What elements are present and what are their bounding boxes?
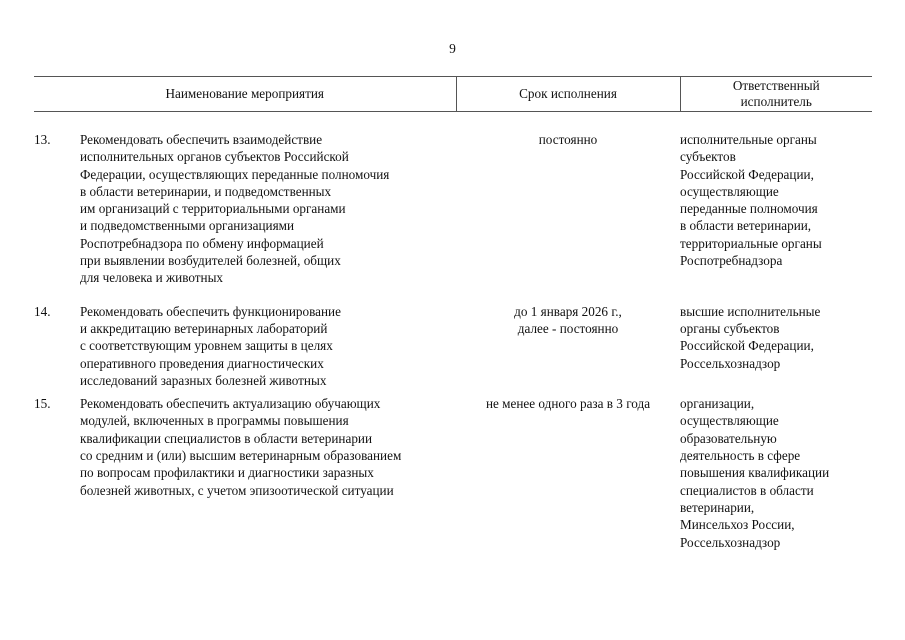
row-number: 14.: [34, 303, 51, 319]
responsible-cell: [680, 287, 872, 389]
responsible-line: образовательную: [680, 430, 777, 446]
header-name: Наименование мероприятия: [34, 77, 456, 112]
table-row: [34, 112, 872, 287]
measure-line: исследований заразных болезней животных: [80, 372, 327, 388]
table-header-row: [34, 77, 872, 112]
responsible-line: Россельхознадзор: [680, 355, 781, 371]
measure-line: Роспотребнадзора по обмену информацией: [80, 235, 324, 251]
measure-line: в области ветеринарии, и подведомственных: [80, 183, 332, 199]
measure-text: [80, 389, 456, 551]
header-responsible-line: Ответственный: [732, 78, 820, 93]
responsible-line: Роспотребнадзора: [680, 253, 783, 269]
responsible-line: Россельхознадзор: [680, 534, 781, 550]
table-row: [34, 389, 872, 551]
measure-line: и подведомственными организациями: [80, 218, 295, 234]
measure-line: Рекомендовать обеспечить взаимодействие: [80, 132, 323, 147]
table-row: [34, 287, 872, 389]
term-line: далее - постоянно: [517, 320, 619, 336]
term-cell: [456, 112, 680, 287]
measure-line: для человека и животных: [80, 270, 224, 286]
responsible-line: органы субъектов: [680, 320, 780, 336]
responsible-line: Российской Федерации,: [680, 166, 814, 182]
term-cell: [456, 287, 680, 389]
measure-line: Федерации, осуществляющих переданные полномочия: [80, 166, 390, 182]
responsible-line: специалистов в области: [680, 482, 814, 498]
row-number: 15.: [34, 396, 51, 412]
term-line: до 1 января 2026 г.,: [514, 303, 622, 319]
measure-line: при выявлении возбудителей болезней, общих: [80, 253, 341, 269]
measure-line: и аккредитацию ветеринарных лабораторий: [80, 320, 328, 336]
responsible-line: деятельность в сфере: [680, 448, 801, 464]
responsible-line: осуществляющие: [680, 413, 779, 429]
responsible-line: исполнительные органы: [680, 132, 817, 147]
measure-line: им организаций с территориальными органами: [80, 201, 346, 217]
responsible-line: ветеринарии,: [680, 499, 755, 515]
measure-line: квалификации специалистов в области ветеринарии: [80, 430, 373, 446]
term-line: постоянно: [538, 132, 598, 147]
measure-line: по вопросам профилактики и диагностики заразных: [80, 465, 374, 481]
responsible-line: высшие исполнительные: [680, 303, 821, 319]
measure-line: модулей, включенных в программы повышения: [80, 413, 349, 429]
responsible-line: переданные полномочия: [680, 201, 818, 217]
responsible-line: организации,: [680, 396, 755, 412]
row-number: 13.: [34, 132, 51, 147]
measure-line: болезней животных, с учетом эпизоотической ситуации: [80, 482, 394, 498]
page-number: 9: [449, 41, 456, 56]
responsible-line: территориальные органы: [680, 235, 822, 251]
responsible-line: Российской Федерации,: [680, 338, 814, 354]
header-term: Срок исполнения: [456, 77, 680, 112]
measure-line: со средним и (или) высшим ветеринарным образованием: [80, 448, 402, 464]
header-responsible: [680, 77, 872, 112]
measure-line: Рекомендовать обеспечить актуализацию обучающих: [80, 396, 381, 412]
term-cell: [456, 389, 680, 551]
responsible-line: в области ветеринарии,: [680, 218, 812, 234]
term-line: не менее одного раза в 3 года: [485, 396, 651, 412]
responsible-line: субъектов: [680, 149, 736, 165]
measure-line: оперативного проведения диагностических: [80, 355, 324, 371]
header-responsible-line: исполнитель: [740, 94, 812, 109]
responsible-line: Минсельхоз России,: [680, 517, 795, 533]
responsible-cell: [680, 389, 872, 551]
measure-text: [80, 112, 456, 287]
measure-line: исполнительных органов субъектов Российской: [80, 149, 349, 165]
responsible-line: осуществляющие: [680, 183, 779, 199]
measure-line: с соответствующим уровнем защиты в целях: [80, 338, 333, 354]
responsible-cell: [680, 112, 872, 287]
responsible-line: повышения квалификации: [680, 465, 830, 481]
measures-table: [34, 76, 872, 551]
measure-text: [80, 287, 456, 389]
measure-line: Рекомендовать обеспечить функционирование: [80, 303, 341, 319]
